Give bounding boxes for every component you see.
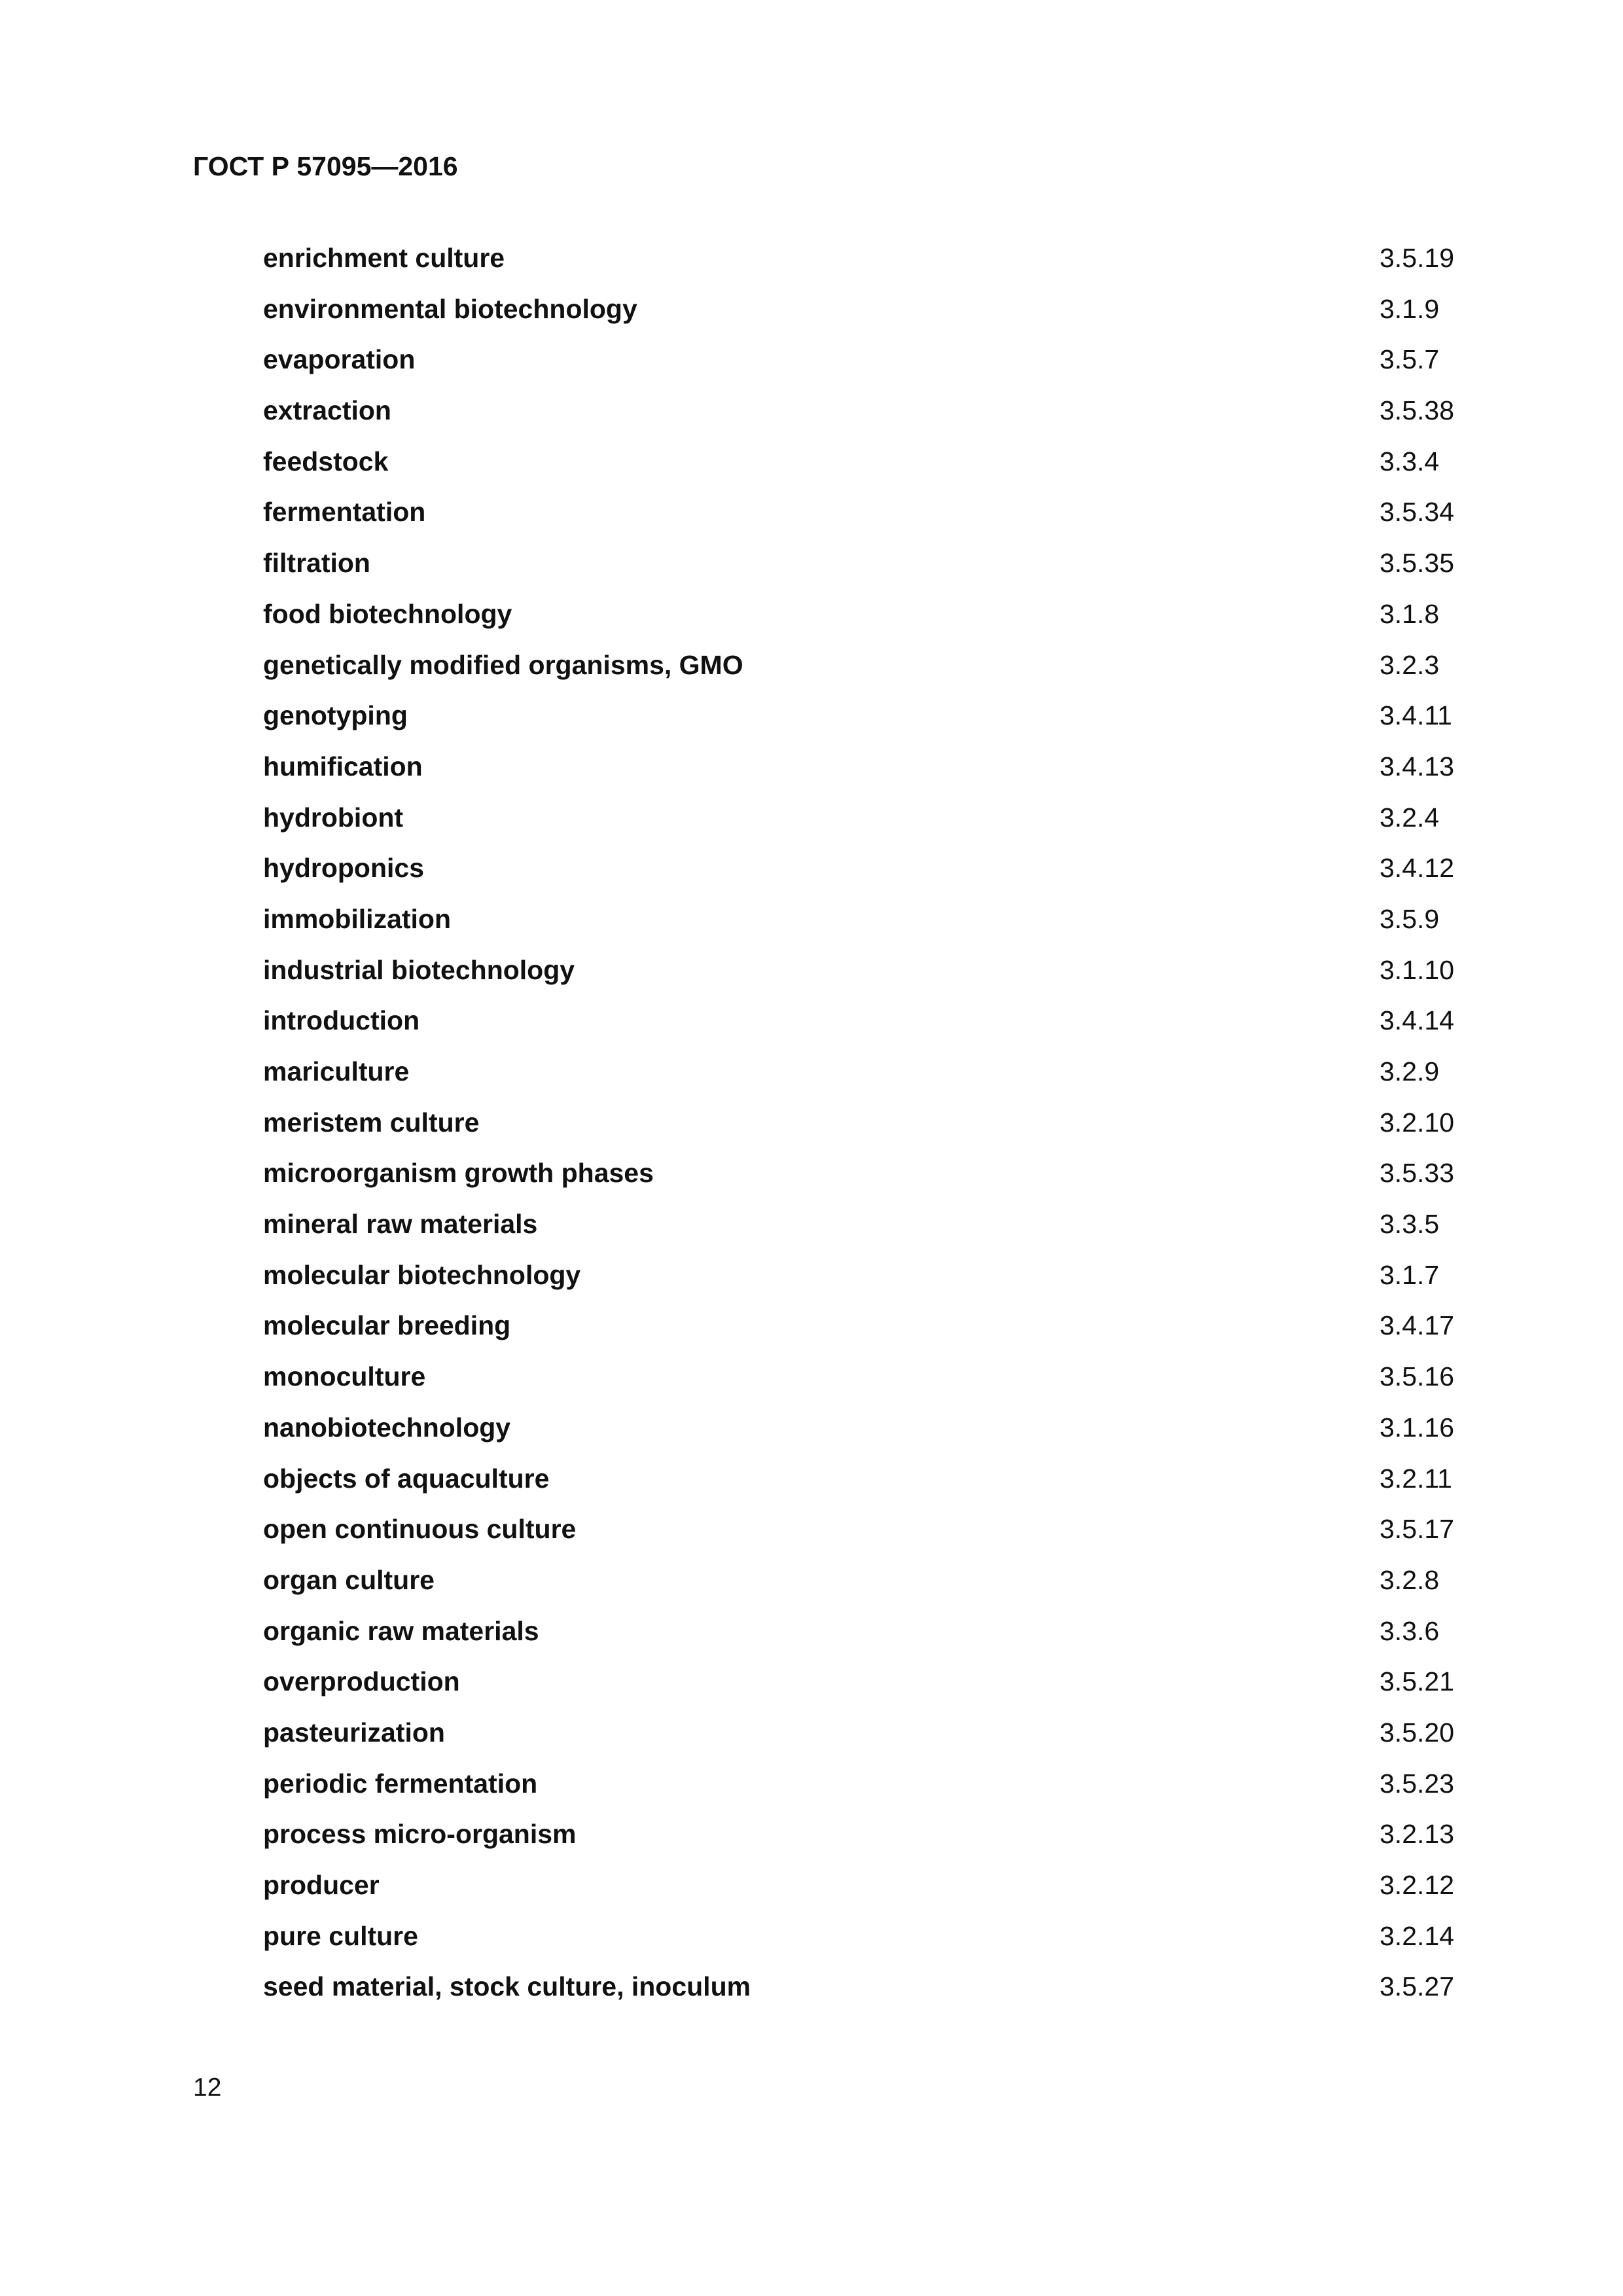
index-section-ref: 3.2.10 bbox=[1380, 1107, 1454, 1138]
index-term: nanobiotechnology bbox=[263, 1412, 511, 1443]
index-entry bbox=[263, 848, 1467, 899]
index-entry bbox=[263, 594, 1467, 645]
index-section-ref: 3.2.4 bbox=[1380, 802, 1440, 833]
index-term: hydroponics bbox=[263, 853, 425, 884]
index-entry bbox=[263, 238, 1467, 289]
index-entry bbox=[263, 1560, 1467, 1611]
index-section-ref: 3.4.14 bbox=[1380, 1005, 1454, 1036]
index-term: monoculture bbox=[263, 1361, 426, 1392]
index-entry bbox=[263, 747, 1467, 798]
index-entry bbox=[263, 340, 1467, 391]
index-section-ref: 3.5.35 bbox=[1380, 548, 1454, 579]
index-section-ref: 3.4.13 bbox=[1380, 751, 1454, 781]
page-header-standard-id: ГОСТ Р 57095—2016 bbox=[193, 151, 458, 181]
index-term: introduction bbox=[263, 1005, 420, 1036]
index-entry bbox=[263, 1509, 1467, 1560]
index-term: filtration bbox=[263, 548, 370, 579]
index-entry bbox=[263, 696, 1467, 747]
index-entry bbox=[263, 1255, 1467, 1306]
index-term: organic raw materials bbox=[263, 1615, 539, 1646]
index-term: food biotechnology bbox=[263, 598, 512, 629]
index-term: genetically modified organisms, GMO bbox=[263, 649, 743, 680]
index-entry bbox=[263, 1408, 1467, 1459]
index-section-ref: 3.2.3 bbox=[1380, 649, 1440, 680]
index-entry bbox=[263, 1001, 1467, 1052]
index-entry bbox=[263, 442, 1467, 493]
index-entry bbox=[263, 492, 1467, 543]
index-section-ref: 3.1.8 bbox=[1380, 598, 1440, 629]
index-section-ref: 3.1.9 bbox=[1380, 293, 1440, 324]
index-entry bbox=[263, 1204, 1467, 1255]
index-entry bbox=[263, 1611, 1467, 1662]
index-entry bbox=[263, 798, 1467, 849]
page-number: 12 bbox=[193, 2073, 222, 2102]
index-entry bbox=[263, 950, 1467, 1001]
index-section-ref: 3.5.38 bbox=[1380, 395, 1454, 426]
index-entry bbox=[263, 645, 1467, 696]
index-entry bbox=[263, 899, 1467, 950]
index-section-ref: 3.4.17 bbox=[1380, 1310, 1454, 1341]
index-term: genotyping bbox=[263, 700, 408, 731]
index-section-ref: 3.5.33 bbox=[1380, 1158, 1454, 1189]
index-term: extraction bbox=[263, 395, 391, 426]
term-index-list bbox=[263, 238, 1467, 2018]
index-term: overproduction bbox=[263, 1666, 460, 1697]
index-entry bbox=[263, 1865, 1467, 1916]
index-term: pasteurization bbox=[263, 1717, 445, 1748]
index-entry bbox=[263, 289, 1467, 340]
index-term: environmental biotechnology bbox=[263, 293, 637, 324]
index-entry bbox=[263, 1153, 1467, 1204]
index-section-ref: 3.5.34 bbox=[1380, 497, 1454, 528]
index-term: microorganism growth phases bbox=[263, 1158, 654, 1189]
index-term: meristem culture bbox=[263, 1107, 480, 1138]
index-section-ref: 3.1.16 bbox=[1380, 1412, 1454, 1443]
index-term: producer bbox=[263, 1870, 380, 1900]
index-term: immobilization bbox=[263, 903, 451, 934]
index-section-ref: 3.5.19 bbox=[1380, 243, 1454, 273]
index-entry bbox=[263, 1103, 1467, 1154]
index-term: open continuous culture bbox=[263, 1514, 577, 1545]
index-section-ref: 3.5.9 bbox=[1380, 903, 1440, 934]
index-entry bbox=[263, 543, 1467, 594]
index-section-ref: 3.3.6 bbox=[1380, 1615, 1440, 1646]
index-section-ref: 3.2.11 bbox=[1380, 1463, 1452, 1494]
index-entry bbox=[263, 1713, 1467, 1764]
index-section-ref: 3.5.23 bbox=[1380, 1768, 1454, 1799]
index-term: humification bbox=[263, 751, 423, 781]
index-term: industrial biotechnology bbox=[263, 954, 575, 985]
index-entry bbox=[263, 1306, 1467, 1357]
index-entry bbox=[263, 1459, 1467, 1510]
index-section-ref: 3.2.13 bbox=[1380, 1819, 1454, 1850]
index-section-ref: 3.2.14 bbox=[1380, 1920, 1454, 1951]
index-section-ref: 3.2.8 bbox=[1380, 1564, 1440, 1595]
index-term: seed material, stock culture, inoculum bbox=[263, 1971, 751, 2002]
index-section-ref: 3.5.21 bbox=[1380, 1666, 1454, 1697]
index-term: organ culture bbox=[263, 1564, 435, 1595]
index-entry bbox=[263, 391, 1467, 442]
index-entry bbox=[263, 1662, 1467, 1713]
index-section-ref: 3.5.20 bbox=[1380, 1717, 1454, 1748]
index-entry bbox=[263, 1357, 1467, 1408]
index-term: evaporation bbox=[263, 344, 416, 375]
index-section-ref: 3.5.7 bbox=[1380, 344, 1440, 375]
index-term: fermentation bbox=[263, 497, 426, 528]
index-entry bbox=[263, 1967, 1467, 2018]
index-term: feedstock bbox=[263, 446, 389, 476]
index-section-ref: 3.2.9 bbox=[1380, 1056, 1440, 1086]
index-entry bbox=[263, 1052, 1467, 1103]
index-section-ref: 3.5.17 bbox=[1380, 1514, 1454, 1545]
index-entry bbox=[263, 1916, 1467, 1967]
index-term: process micro-organism bbox=[263, 1819, 577, 1850]
index-term: hydrobiont bbox=[263, 802, 404, 833]
index-term: molecular biotechnology bbox=[263, 1259, 581, 1290]
index-term: periodic fermentation bbox=[263, 1768, 538, 1799]
index-section-ref: 3.1.10 bbox=[1380, 954, 1454, 985]
index-term: mineral raw materials bbox=[263, 1209, 538, 1240]
index-entry bbox=[263, 1764, 1467, 1815]
index-section-ref: 3.4.11 bbox=[1380, 700, 1452, 731]
index-section-ref: 3.1.7 bbox=[1380, 1259, 1440, 1290]
index-term: mariculture bbox=[263, 1056, 410, 1086]
index-section-ref: 3.5.27 bbox=[1380, 1971, 1454, 2002]
index-term: pure culture bbox=[263, 1920, 418, 1951]
index-section-ref: 3.4.12 bbox=[1380, 853, 1454, 884]
index-term: enrichment culture bbox=[263, 243, 505, 273]
index-section-ref: 3.2.12 bbox=[1380, 1870, 1454, 1900]
index-section-ref: 3.3.5 bbox=[1380, 1209, 1440, 1240]
index-section-ref: 3.5.16 bbox=[1380, 1361, 1454, 1392]
index-entry bbox=[263, 1814, 1467, 1865]
index-term: molecular breeding bbox=[263, 1310, 511, 1341]
index-section-ref: 3.3.4 bbox=[1380, 446, 1440, 476]
index-term: objects of aquaculture bbox=[263, 1463, 550, 1494]
